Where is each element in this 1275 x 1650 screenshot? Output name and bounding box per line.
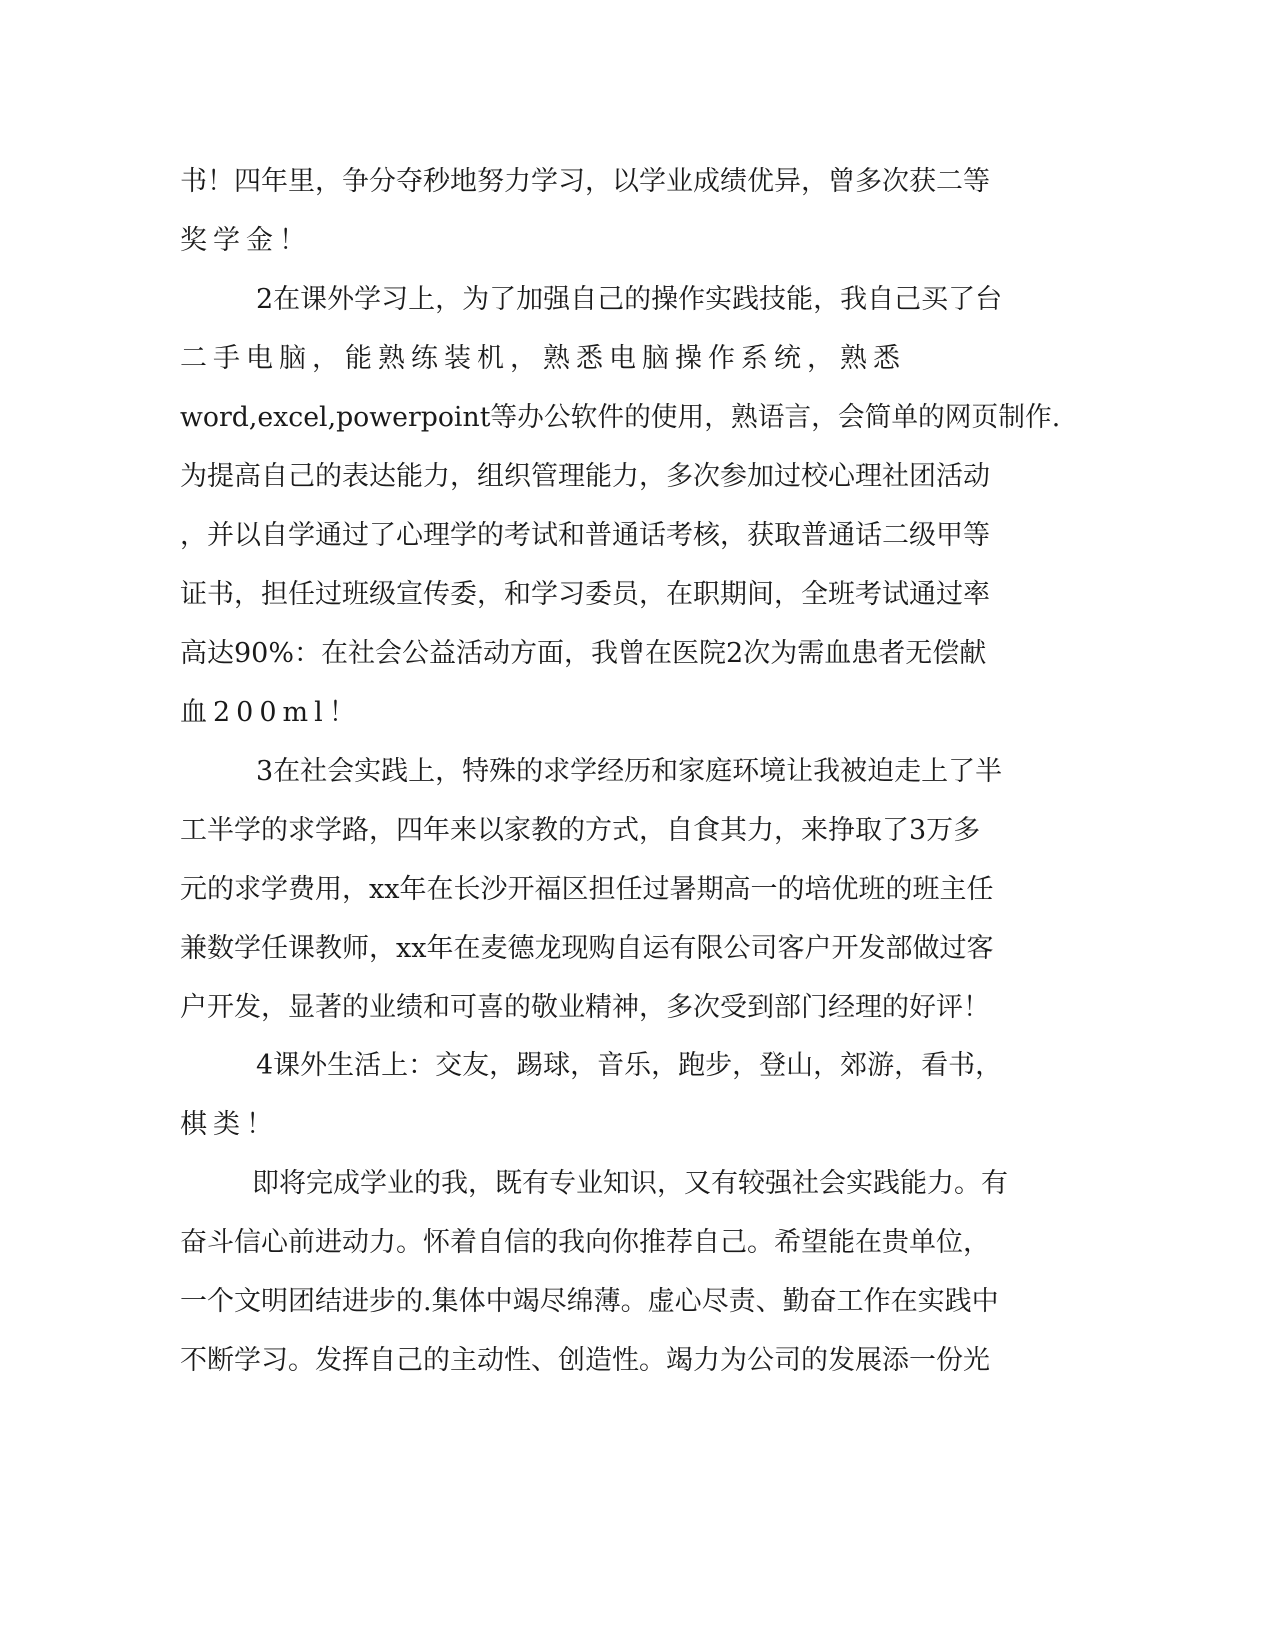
text-line-17: 棋类！ (180, 1109, 279, 1140)
text-line-16: 4课外生活上：交友，踢球，音乐，跑步，登山，郊游，看书， (256, 1050, 1003, 1081)
text-line-9: 高达90%：在社会公益活动方面，我曾在医院2次为需血患者无偿献 (180, 638, 987, 669)
text-line-20: 一个文明团结进步的.集体中竭尽绵薄。虚心尽责、勤奋工作在实践中 (180, 1286, 999, 1317)
text-line-8: 证书，担任过班级宣传委，和学习委员，在职期间，全班考试通过率 (180, 579, 990, 610)
text-line-4: 二手电脑，能熟练装机，熟悉电脑操作系统，熟悉 (180, 343, 906, 374)
text-line-7: ，并以自学通过了心理学的考试和普通话考核，获取普通话二级甲等 (180, 520, 990, 551)
text-line-14: 兼数学任课教师，xx年在麦德龙现购自运有限公司客户开发部做过客 (180, 933, 994, 964)
text-line-12: 工半学的求学路，四年来以家教的方式，自食其力，来挣取了3万多 (180, 815, 981, 846)
text-line-6: 为提高自己的表达能力，组织管理能力，多次参加过校心理社团活动 (180, 461, 990, 492)
text-line-11: 3在社会实践上，特殊的求学经历和家庭环境让我被迫走上了半 (256, 756, 1003, 787)
text-line-5: word,excel,powerpoint等办公软件的使用，熟语言，会简单的网页制作. (180, 402, 1061, 433)
text-line-19: 奋斗信心前进动力。怀着自信的我向你推荐自己。希望能在贵单位， (180, 1227, 990, 1258)
text-line-21: 不断学习。发挥自己的主动性、创造性。竭力为公司的发展添一份光 (180, 1345, 990, 1376)
text-line-15: 户开发，显著的业绩和可喜的敬业精神，多次受到部门经理的好评！ (180, 992, 990, 1023)
text-line-3: 2在课外学习上，为了加强自己的操作实践技能，我自己买了台 (256, 284, 1003, 315)
text-line-13: 元的求学费用，xx年在长沙开福区担任过暑期高一的培优班的班主任 (180, 874, 994, 905)
text-line-2: 奖学金！ (180, 225, 312, 256)
text-line-1: 书！四年里，争分夺秒地努力学习，以学业成绩优异，曾多次获二等 (180, 166, 990, 197)
text-line-18: 即将完成学业的我，既有专业知识，又有较强社会实践能力。有 (252, 1168, 1008, 1199)
text-line-10: 血200ml！ (180, 697, 362, 728)
